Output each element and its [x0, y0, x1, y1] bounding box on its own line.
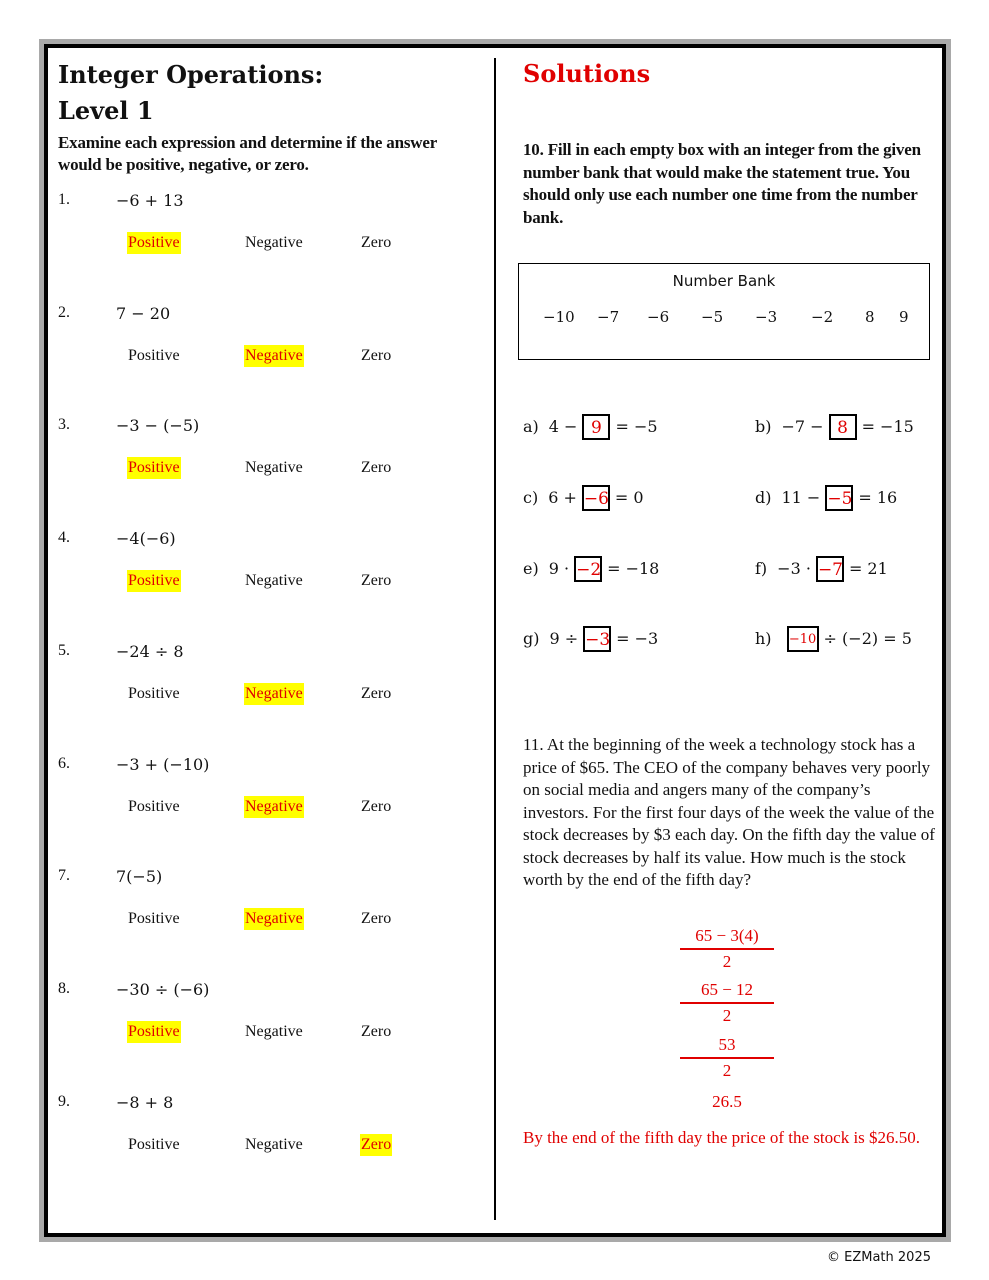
answer-option-zero: Zero	[361, 346, 392, 364]
equation-g	[523, 625, 658, 652]
fraction-numerator: 53	[718, 1035, 736, 1054]
answer-option-zero: Zero	[361, 572, 392, 590]
answer-box: 8	[829, 414, 857, 440]
question-11-text: 11. At the beginning of the week a technology stock has a price of $65. The CEO of the company behaves very poorly on social media and angers many of the company’s investors. For the first four days of the week the value of the stock decreases by $3 each day. On the fifth day the value of stock decreases by half its value. How much is the stock worth by the end of the fifth day?	[523, 735, 935, 889]
answer-option-negative: Negative	[245, 234, 303, 251]
column-divider	[494, 58, 496, 1220]
solutions-title: Solutions	[523, 59, 651, 88]
number-bank-value: −5	[701, 308, 724, 326]
question-expression: −3 − (−5)	[116, 416, 200, 436]
question-number: 9.	[58, 1092, 70, 1110]
answer-box: −3	[583, 626, 611, 652]
fraction-numerator: 65 − 3(4)	[695, 926, 759, 945]
question-10-text: 10. Fill in each empty box with an integer from the given number bank that would make the statement true. You should only use each number one time from the number bank.	[523, 140, 921, 227]
equation-right-side: = −15	[861, 416, 914, 436]
question-expression: 7 − 20	[116, 303, 171, 323]
question-number: 2.	[58, 303, 70, 321]
equation-right-side: = −3	[616, 628, 659, 648]
answer-option-positive: Positive	[128, 797, 180, 815]
equation-left-side: 4 −	[548, 416, 578, 436]
number-bank-value: −3	[755, 308, 778, 326]
question-number: 4.	[58, 529, 70, 547]
fraction-bar	[680, 1002, 774, 1004]
work-fraction	[680, 980, 774, 1026]
number-bank-value: −2	[811, 308, 834, 326]
final-statement: By the end of the fifth day the price of the stock is $26.50.	[523, 1128, 921, 1147]
question-expression: −8 + 8	[116, 1092, 174, 1112]
answer-option-zero: Zero	[360, 1134, 392, 1156]
equation-label: f)	[755, 558, 768, 578]
fraction-numerator: 65 − 12	[700, 980, 754, 999]
answer-option-negative: Negative	[244, 683, 304, 705]
answer-box: −10	[787, 626, 819, 652]
copyright: © EZMath 2025	[827, 1250, 931, 1265]
number-bank-value: 9	[899, 308, 909, 326]
equation-left-side: −7 −	[781, 416, 824, 436]
answer-option-zero: Zero	[361, 797, 392, 815]
answer-option-negative: Negative	[245, 1135, 303, 1153]
answer-option-zero: Zero	[361, 1022, 392, 1040]
number-bank	[518, 263, 930, 360]
answer-option-negative: Negative	[245, 1022, 303, 1040]
answer-option-zero: Zero	[361, 459, 392, 477]
answer-option-positive: Positive	[128, 1135, 180, 1153]
equation-left-side: 11 −	[781, 487, 821, 507]
equation-h	[755, 625, 912, 652]
question-number: 5.	[58, 641, 70, 659]
equation-right-side: = 0	[614, 487, 644, 507]
equation-label: e)	[523, 558, 539, 578]
number-bank-value: −6	[647, 308, 670, 326]
number-bank-value: −7	[597, 308, 620, 326]
answer-box: −6	[582, 485, 610, 511]
question-number: 1.	[58, 191, 70, 208]
equation-e	[523, 555, 659, 582]
work-fraction	[680, 926, 774, 972]
number-bank-value: −10	[543, 308, 575, 326]
equation-label: d)	[755, 487, 772, 507]
fraction-denominator: 2	[722, 1060, 732, 1080]
answer-box: −2	[574, 556, 602, 582]
equation-left-side: 6 +	[548, 487, 577, 507]
number-bank-value: 8	[865, 308, 875, 326]
question-expression: −6 + 13	[116, 191, 184, 210]
answer-box: −7	[816, 556, 844, 582]
answer-option-positive: Positive	[127, 1021, 181, 1043]
equation-label: c)	[523, 487, 539, 507]
answer-option-negative: Negative	[245, 459, 303, 477]
worksheet-title-line1: Integer Operations:	[58, 60, 324, 89]
question-expression: −30 ÷ (−6)	[116, 979, 210, 999]
question-number: 8.	[58, 979, 70, 997]
equation-right-side: = −18	[607, 558, 660, 578]
equation-left-side: −3 ·	[777, 558, 811, 578]
answer-box: 9	[582, 414, 610, 440]
question-number: 3.	[58, 416, 70, 434]
equation-label: a)	[523, 416, 539, 436]
answer-option-positive: Positive	[128, 910, 180, 928]
equation-left-side: 9 ÷	[549, 628, 579, 648]
equation-right-side: = −5	[615, 416, 658, 436]
equation-f	[755, 555, 888, 582]
instructions: Examine each expression and determine if the answer would be positive, negative, or zero.	[58, 133, 437, 174]
equation-right-side: ÷ (−2) = 5	[823, 628, 912, 648]
work-answer: 26.5	[712, 1092, 742, 1111]
worksheet-title-line2: Level 1	[58, 96, 154, 125]
equation-right-side: = 21	[848, 558, 888, 578]
work-fraction	[680, 1035, 774, 1081]
answer-option-positive: Positive	[127, 570, 181, 592]
equation-b	[755, 413, 914, 440]
answer-option-positive: Positive	[128, 346, 180, 364]
answer-option-zero: Zero	[361, 910, 392, 928]
equation-label: h)	[755, 628, 772, 648]
fraction-denominator: 2	[722, 1005, 732, 1025]
question-expression: −3 + (−10)	[116, 754, 210, 774]
equation-right-side: = 16	[858, 487, 898, 507]
question-number: 7.	[58, 867, 70, 885]
answer-option-zero: Zero	[361, 234, 392, 251]
equation-label: b)	[755, 416, 772, 436]
question-expression: 7(−5)	[116, 867, 163, 887]
answer-option-negative: Negative	[244, 345, 304, 367]
question-expression: −4(−6)	[116, 529, 176, 549]
equation-a	[523, 413, 658, 440]
equation-c	[523, 484, 644, 511]
answer-option-negative: Negative	[244, 908, 304, 930]
question-expression: −24 ÷ 8	[116, 641, 184, 661]
equation-label: g)	[523, 628, 540, 648]
fraction-bar	[680, 948, 774, 950]
fraction-denominator: 2	[722, 951, 732, 971]
question-number: 6.	[58, 754, 70, 772]
answer-option-negative: Negative	[245, 572, 303, 590]
answer-option-positive: Positive	[128, 684, 180, 702]
fraction-bar	[680, 1057, 774, 1059]
answer-option-negative: Negative	[244, 796, 304, 818]
answer-option-zero: Zero	[361, 684, 392, 702]
answer-box: −5	[825, 485, 853, 511]
number-bank-title: Number Bank	[672, 272, 776, 290]
answer-option-positive: Positive	[127, 457, 181, 479]
answer-option-positive: Positive	[127, 232, 181, 254]
equation-d	[755, 484, 897, 511]
equation-left-side: 9 ·	[548, 558, 570, 578]
